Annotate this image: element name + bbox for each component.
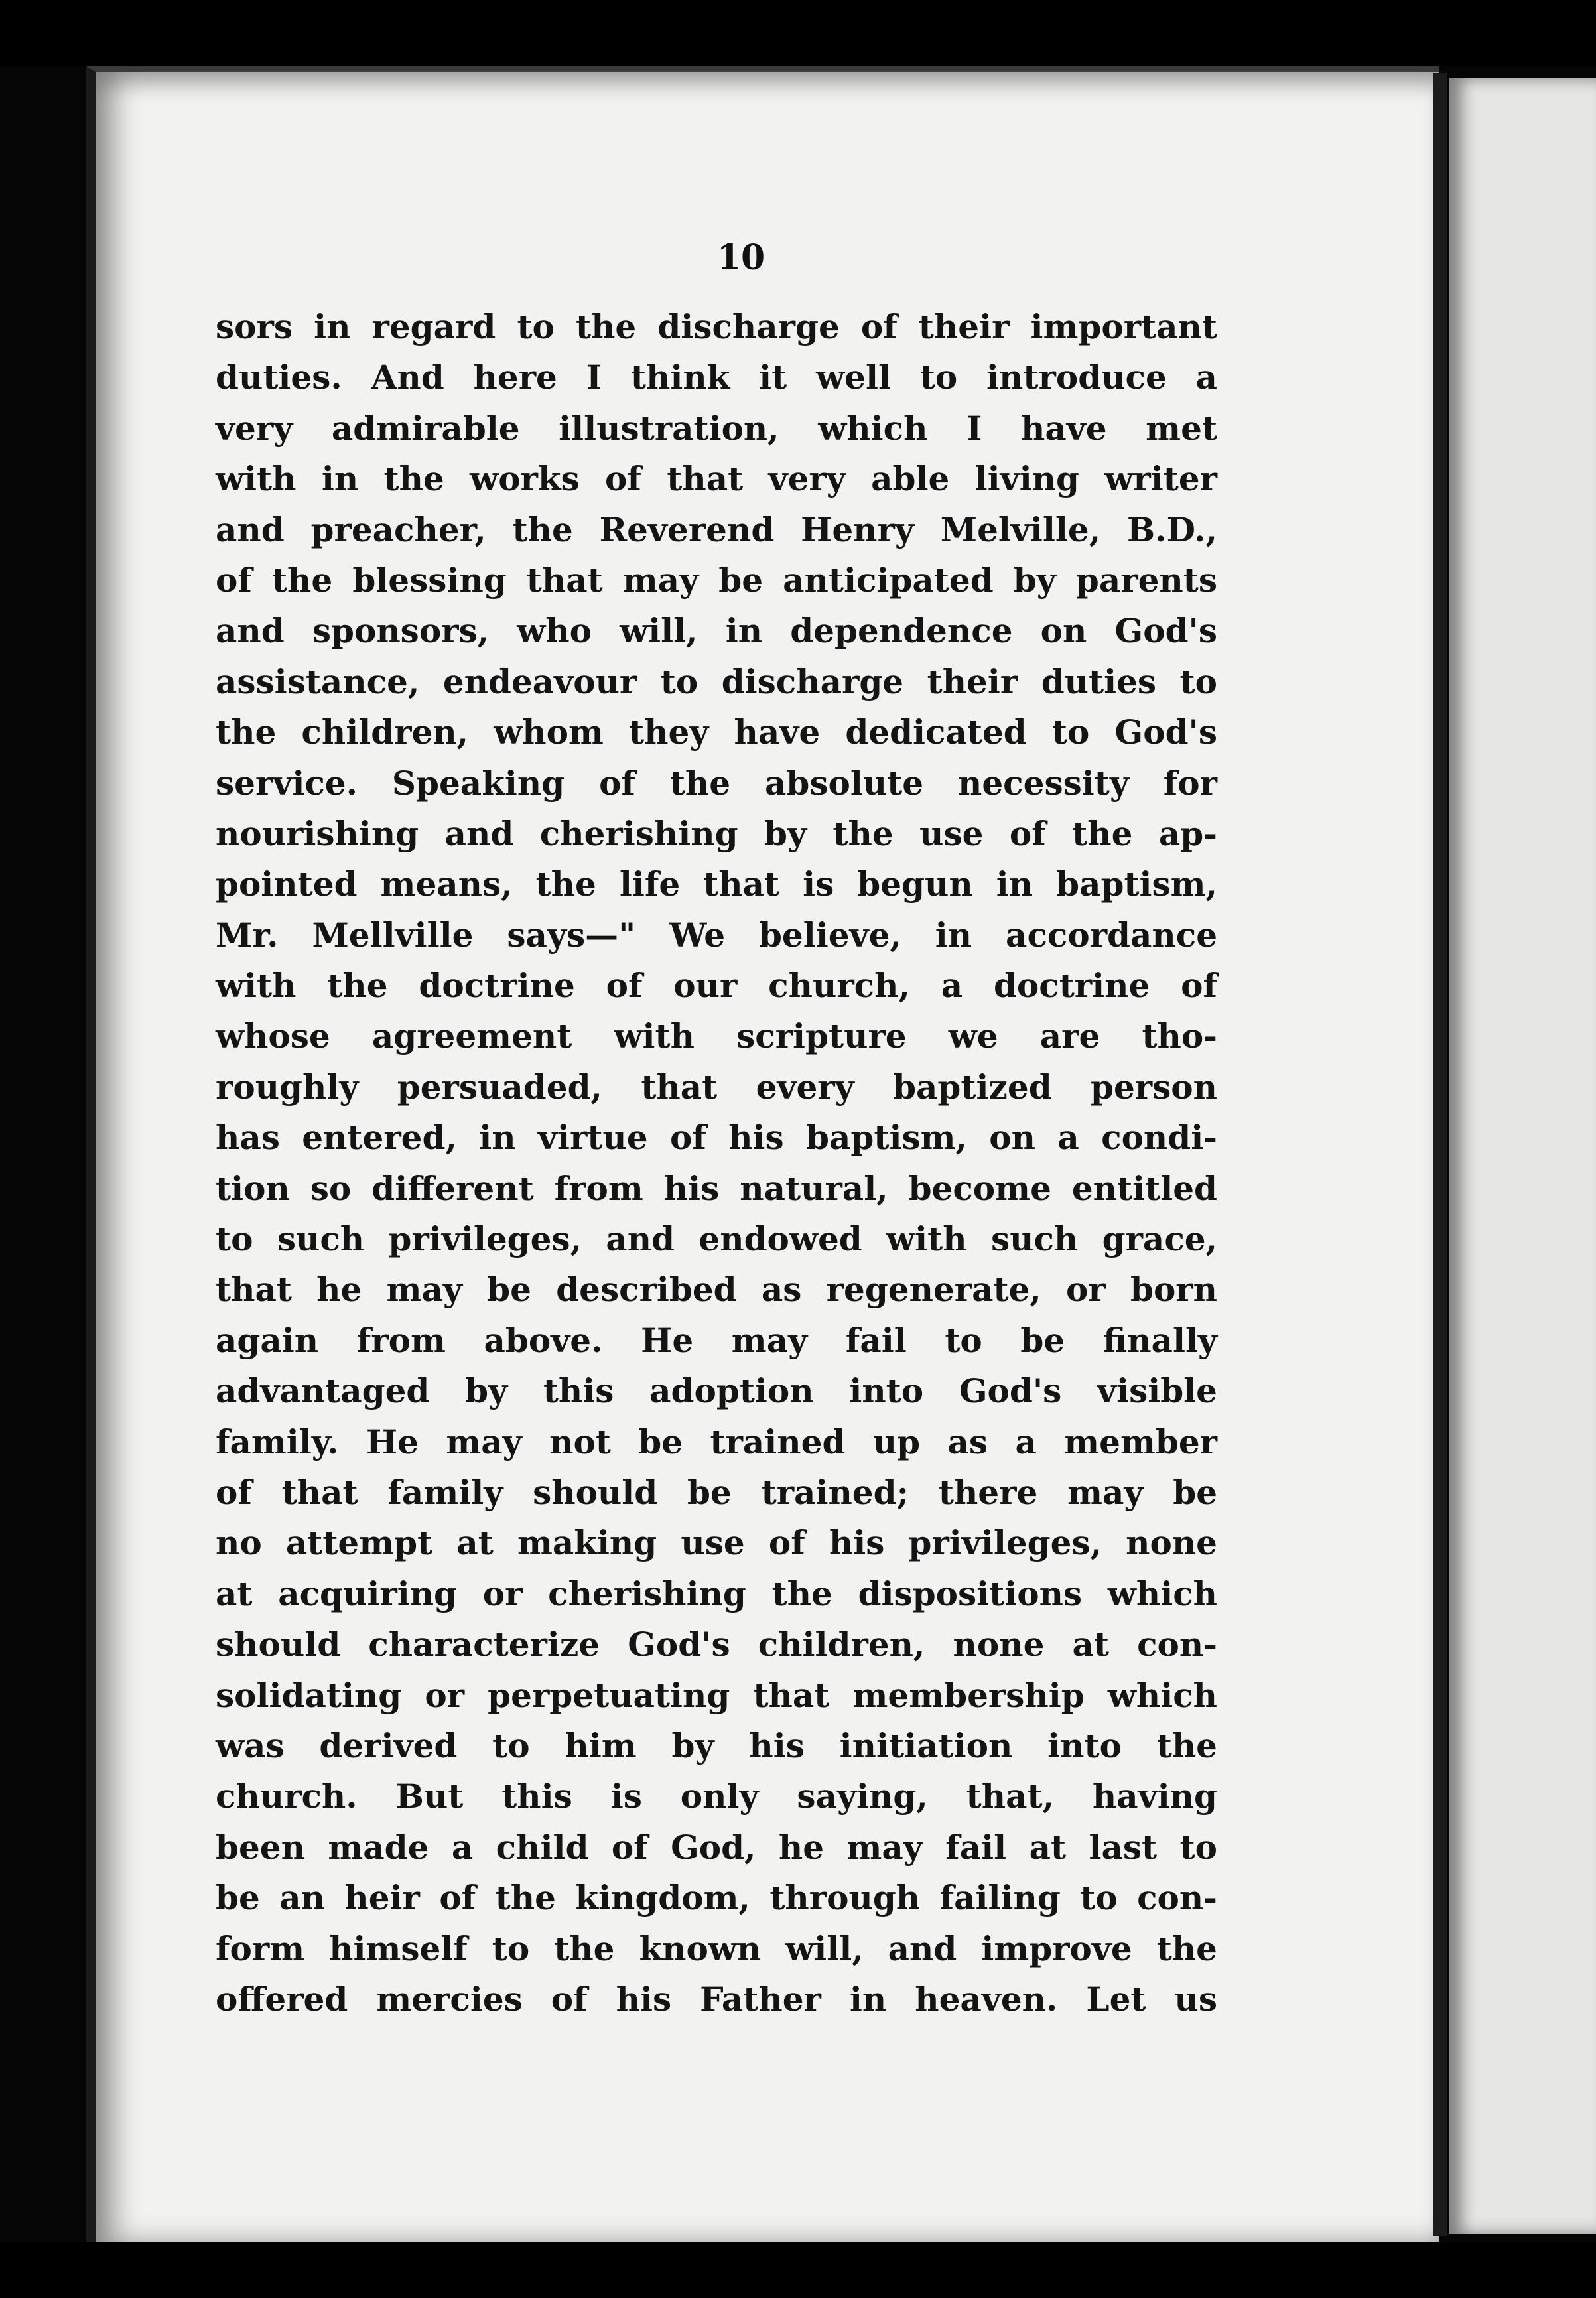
text-line: the children, whom they have dedicated to God's [216,712,1217,752]
page-gutter-edge [1433,73,1447,2236]
text-line: be an heir of the kingdom, through failing to con- [216,1878,1217,1918]
text-line: and preacher, the Reverend Henry Melville, B.D., [216,509,1217,549]
text-line: nourishing and cherishing by the use of the ap- [216,813,1217,853]
text-line: has entered, in virtue of his baptism, on a condi- [216,1118,1217,1158]
text-line: assistance, endeavour to discharge their duties to [216,661,1217,701]
text-line: very admirable illustration, which I have met [216,408,1217,448]
text-line: no attempt at making use of his privileges, none [216,1523,1217,1563]
text-line: service. Speaking of the absolute necessity for [216,763,1217,803]
text-line: family. He may not be trained up as a member [216,1422,1217,1461]
text-line: duties. And here I think it well to introduce a [216,358,1217,397]
facing-page-edge [1449,78,1596,2234]
text-line: solidating or perpetuating that membership which [216,1675,1217,1715]
text-line: that he may be described as regenerate, or born [216,1270,1217,1310]
text-line: church. But this is only saying, that, having [216,1777,1217,1816]
text-line: at acquiring or cherishing the dispositions which [216,1574,1217,1613]
page-body-text [216,302,1217,2025]
text-line: sors in regard to the discharge of their important [216,307,1217,346]
scan-bottom-margin [0,2242,1596,2298]
text-line: again from above. He may fail to be finally [216,1320,1217,1360]
text-line: form himself to the known will, and improve the [216,1928,1217,1968]
text-line: to such privileges, and endowed with such grace, [216,1219,1217,1259]
text-line: of that family should be trained; there may be [216,1472,1217,1512]
text-line: with in the works of that very able living writer [216,459,1217,499]
text-line: offered mercies of his Father in heaven. Let us [216,1979,1217,2019]
text-line: should characterize God's children, none at con- [216,1625,1217,1664]
text-line: and sponsors, who will, in dependence on God's [216,611,1217,651]
text-line: been made a child of God, he may fail at last to [216,1827,1217,1867]
scan-top-margin [0,0,1596,66]
text-line: was derived to him by his initiation into the [216,1725,1217,1765]
text-line: whose agreement with scripture we are tho- [216,1016,1217,1056]
text-line: advantaged by this adoption into God's visible [216,1371,1217,1411]
text-line: pointed means, the life that is begun in baptism, [216,864,1217,904]
page-number: 10 [716,237,765,278]
text-line: roughly persuaded, that every baptized person [216,1067,1217,1107]
text-line: of the blessing that may be anticipated by parents [216,560,1217,600]
text-line: with the doctrine of our church, a doctrine of [216,966,1217,1006]
text-line: tion so different from his natural, become entitled [216,1168,1217,1208]
text-line: Mr. Mellville says—" We believe, in accordance [216,915,1217,955]
